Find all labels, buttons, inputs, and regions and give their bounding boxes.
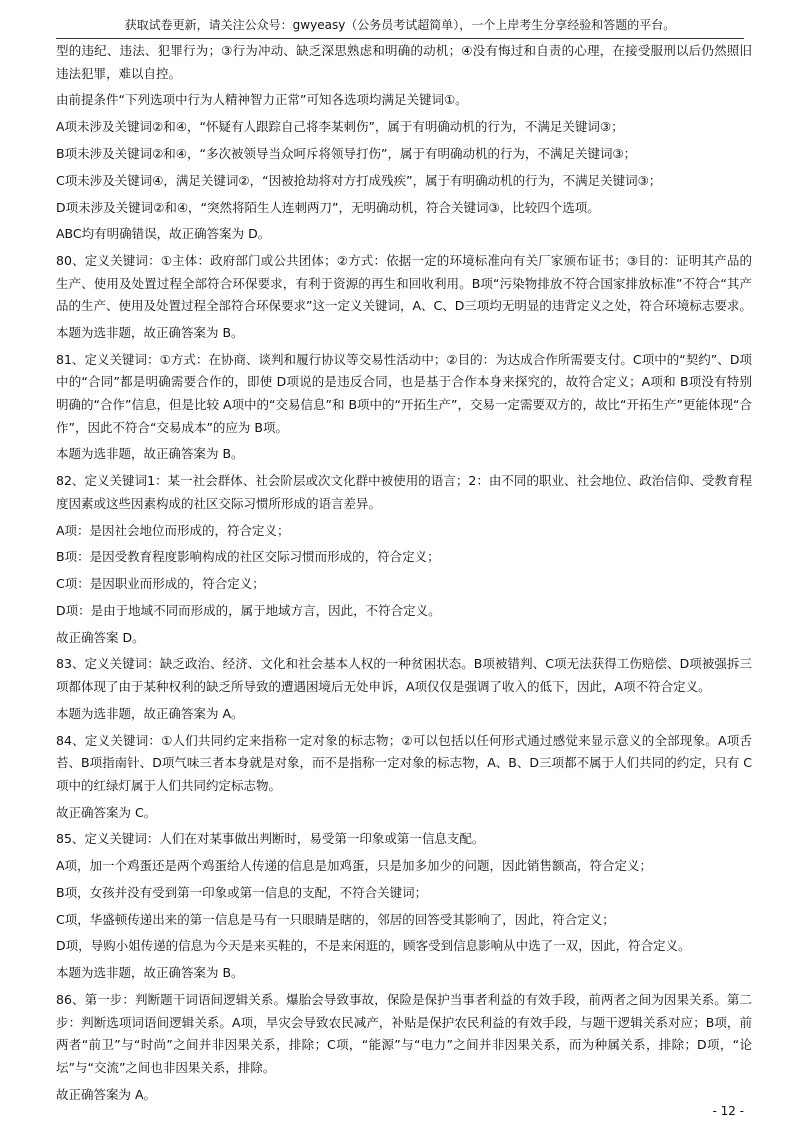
paragraph: 83、定义关键词：缺乏政治、经济、文化和社会基本人权的一种贫困状态。B项被错判、C项无法获得工伤赔偿、D项被强拆三项都体现了由于某种权利的缺乏所导致的遭遇困境后无处申诉，A项仅仅是强调了收入的低下，因此，A项不符合定义。 <box>56 656 752 695</box>
paragraph: 86、第一步：判断题干词语间逻辑关系。爆胎会导致事故，保险是保护当事者利益的有效手段，前两者之间为因果关系。第二步：判断选项词语间逻辑关系。A项，旱灾会导致农民减产，补贴是保护农民利益的有效手段，与题干逻辑关系对应；B项，前两者“前卫”与“时尚”之间并非因果关系，排除；C项，“能源”与“电力”之间并非因果关系，而为种属关系，排除；D项，“论坛”与“交流”之间也非因果关系，排除。 <box>56 992 752 1075</box>
paragraph: C项：是因职业而形成的，符合定义； <box>56 576 265 592</box>
paragraph: 85、定义关键词：人们在对某事做出判断时，易受第一印象或第一信息支配。 <box>56 831 485 847</box>
paragraph: 本题为选非题，故正确答案为 B。 <box>56 325 244 341</box>
paragraph: B项：是因受教育程度影响构成的社区交际习惯而形成的，符合定义； <box>56 549 440 565</box>
paragraph: C项未涉及关键词④，满足关键词②，“因被抢劫将对方打成残疾”，属于有明确动机的行为，不满足关键词③； <box>56 172 662 188</box>
paragraph: 由前提条件“下列选项中行为人精神智力正常”可知各选项均满足关键词①。 <box>56 92 468 108</box>
paragraph: 型的违纪、违法、犯罪行为；③行为冲动、缺乏深思熟虑和明确的动机；④没有悔过和自责的心理，在接受服刑以后仍然照旧违法犯罪，难以自控。 <box>56 43 752 81</box>
paragraph: 84、定义关键词：①人们共同约定来指称一定对象的标志物；②可以包括以任何形式通过感觉来显示意义的全部现象。A项舌苔、B项指南针、D项气味三者本身就是对象，而不是指称一定对象的标志物，A、B、D三项都不属于人们共同的约定，只有 C项中的红绿灯属于人们共同约定标志物。 <box>56 732 752 793</box>
document-body <box>56 40 752 1110</box>
page-header: 获取试卷更新，请关注公众号：gwyeasy（公务员考试超简单），一个上岸考生分享经验和答题的平台。 <box>56 14 744 39</box>
paragraph: 本题为选非题，故正确答案为 A。 <box>56 705 244 721</box>
paragraph: B项，女孩并没有受到第一印象或第一信息的支配，不符合关键词； <box>56 884 428 900</box>
paragraph: D项，导购小姐传递的信息为今天是来买鞋的，不是来闲逛的，顾客受到信息影响从中选了一双，因此，符合定义。 <box>56 938 691 954</box>
page-number: - 12 - <box>712 1104 744 1118</box>
paragraph: 80、定义关键词：①主体：政府部门或公共团体；②方式：依据一定的环境标准向有关厂家颁布证书；③目的：证明其产品的生产、使用及处置过程全部符合环保要求，有利于资源的再生和回收利用。B项“污染物排放不符合国家排放标准”不符合“其产品的生产、使用及处置过程全部符合环保要求”这一定义关键词，A、C、D三项均无明显的违背定义之处，符合环境标志要求。 <box>56 253 752 314</box>
paragraph: A项未涉及关键词②和④，“怀疑有人跟踪自己将李某刺伤”，属于有明确动机的行为，不满足关键词③； <box>56 119 624 135</box>
paragraph: A项，加一个鸡蛋还是两个鸡蛋给人传递的信息是加鸡蛋，只是加多加少的问题，因此销售额高，符合定义； <box>56 858 653 874</box>
paragraph: ABC均有明确错误，故正确答案为 D。 <box>56 226 271 242</box>
paragraph: 82、定义关键词1：某一社会群体、社会阶层或次文化群中被使用的语言；2：由不同的职业、社会地位、政治信仰、受教育程度因素或这些因素构成的社区交际习惯所形成的语言差异。 <box>56 473 752 511</box>
paragraph: D项：是由于地域不同而形成的，属于地域方言，因此，不符合定义。 <box>56 602 441 618</box>
paragraph: C项，华盛顿传递出来的第一信息是马有一只眼睛是瞎的，邻居的回答受其影响了，因此，符合定义； <box>56 911 615 927</box>
paragraph: 故正确答案为 C。 <box>56 804 157 820</box>
paragraph: 故正确答案为 A。 <box>56 1086 157 1102</box>
paragraph: B项未涉及关键词②和④，“多次被领导当众呵斥将领导打伤”，属于有明确动机的行为，不满足关键词③； <box>56 145 637 161</box>
paragraph: 81、定义关键词：①方式：在协商、谈判和履行协议等交易性活动中；②目的：为达成合作所需要支付。C项中的“契约”、D项中的“合同”都是明确需要合作的，即使 D项说的是违反合同，也是基于合作本身来探究的，故符合定义；A项和 B项没有特别明确的“合作”信息，但是比较 A项中的“交易信息”和 B项中的“开拓生产”，交易一定需要双方的，故比“开拓生产”更能体现“合作”，因此不符合“交易成本”的应为 B项。 <box>56 351 752 435</box>
paragraph: 本题为选非题，故正确答案为 B。 <box>56 965 244 981</box>
paragraph: A项：是因社会地位而形成的，符合定义； <box>56 522 290 538</box>
paragraph: 故正确答案 D。 <box>56 629 145 645</box>
paragraph: 本题为选非题，故正确答案为 B。 <box>56 446 244 462</box>
paragraph: D项未涉及关键词②和④，“突然将陌生人连刺两刀”，无明确动机，符合关键词③，比较四个选项。 <box>56 199 600 215</box>
